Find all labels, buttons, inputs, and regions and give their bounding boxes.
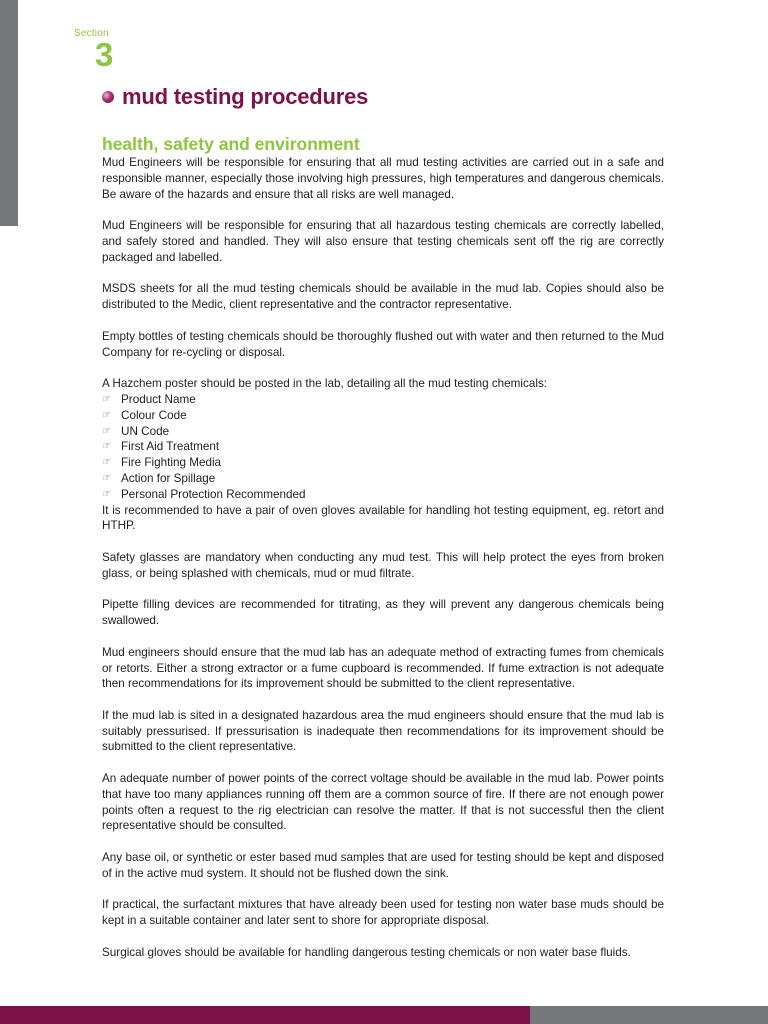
list-item-label: UN Code xyxy=(121,424,170,438)
footer-bar-gray xyxy=(530,1006,768,1024)
paragraph: MSDS sheets for all the mud testing chemicals should be available in the mud lab. Copies should also be distributed to the Medic, client representative and the contractor representative. xyxy=(102,282,664,312)
hazchem-list xyxy=(102,392,664,503)
paragraph: Mud Engineers will be responsible for ensuring that all mud testing activities are carried out in a safe and responsible manner, especially those involving high pressures, high temperatures and dangerous chemicals. Be aware of the hazards and ensure that all risks are well managed. xyxy=(102,156,664,201)
list-item-label: Personal Protection Recommended xyxy=(121,487,306,501)
page-title: mud testing procedures xyxy=(122,84,369,109)
list-item xyxy=(102,471,664,487)
paragraph: Surgical gloves should be available for handling dangerous testing chemicals or non water base fluids. xyxy=(102,945,631,959)
paragraph: A Hazchem poster should be posted in the lab, detailing all the mud testing chemicals: xyxy=(102,377,548,391)
hand-pointer-icon: ☞ xyxy=(102,425,111,437)
list-item xyxy=(102,424,664,440)
list-item xyxy=(102,392,664,408)
body-content xyxy=(102,155,664,961)
hand-pointer-icon: ☞ xyxy=(102,472,111,484)
list-item-label: Fire Fighting Media xyxy=(121,456,222,470)
paragraph: Empty bottles of testing chemicals should be thoroughly flushed out with water and then returned to the Mud Company for re-cycling or disposal. xyxy=(102,329,664,359)
list-item-label: First Aid Treatment xyxy=(121,440,220,454)
paragraph: An adequate number of power points of the correct voltage should be available in the mud lab. Power points that have too many appliances running off them are a common source of fire. If there are not enough power points often a request to the rig electrician can resolve the matter. If that is not successful then the client representative should be consulted. xyxy=(102,772,664,833)
list-item xyxy=(102,455,664,471)
paragraph: Mud Engineers will be responsible for ensuring that all hazardous testing chemicals are correctly labelled, and safely stored and handled. They will also ensure that testing chemicals sent off the rig are correctly packaged and labelled. xyxy=(102,219,664,264)
list-item-label: Action for Spillage xyxy=(121,471,216,485)
paragraph: It is recommended to have a pair of oven gloves available for handling hot testing equipment, eg. retort and HTHP. xyxy=(102,503,664,533)
hand-pointer-icon: ☞ xyxy=(102,457,111,469)
hand-pointer-icon: ☞ xyxy=(102,393,111,405)
hand-pointer-icon: ☞ xyxy=(102,488,111,500)
list-item xyxy=(102,408,664,424)
paragraph: Pipette filling devices are recommended for titrating, as they will prevent any dangerous chemicals being swallowed. xyxy=(102,598,664,628)
list-item xyxy=(102,439,664,455)
paragraph: If practical, the surfactant mixtures that have already been used for testing non water base muds should be kept in a suitable container and later sent to shore for appropriate disposal. xyxy=(102,898,664,928)
paragraph: If the mud lab is sited in a designated hazardous area the mud engineers should ensure that the mud lab is suitably pressurised. If pressurisation is inadequate then recommendations for its improvement should be submitted to the client representative. xyxy=(102,708,664,754)
footer-bar-maroon xyxy=(0,1006,530,1024)
list-item-label: Colour Code xyxy=(121,408,187,422)
title-row xyxy=(102,84,368,110)
list-item xyxy=(102,487,664,503)
list-item-label: Product Name xyxy=(121,392,196,406)
paragraph: Any base oil, or synthetic or ester based mud samples that are used for testing should be kept and disposed of in the active mud system. It should not be flushed down the sink. xyxy=(102,851,664,880)
section-number: 3 xyxy=(95,36,114,73)
left-margin-bar xyxy=(0,0,18,226)
hand-pointer-icon: ☞ xyxy=(102,441,111,453)
title-bullet-icon xyxy=(102,91,114,103)
hand-pointer-icon: ☞ xyxy=(102,409,111,421)
section-label: Section xyxy=(74,28,109,39)
paragraph: Mud engineers should ensure that the mud lab has an adequate method of extracting fumes from chemicals or retorts. Either a strong extractor or a fume cupboard is recommended. If fume extraction is not adequate then recommendations for its improvement should be submitted to the client representative. xyxy=(102,645,664,691)
paragraph: Safety glasses are mandatory when conducting any mud test. This will help protect the eyes from broken glass, or being splashed with chemicals, mud or mud filtrate. xyxy=(102,550,664,580)
section-subtitle: health, safety and environment xyxy=(102,134,360,154)
